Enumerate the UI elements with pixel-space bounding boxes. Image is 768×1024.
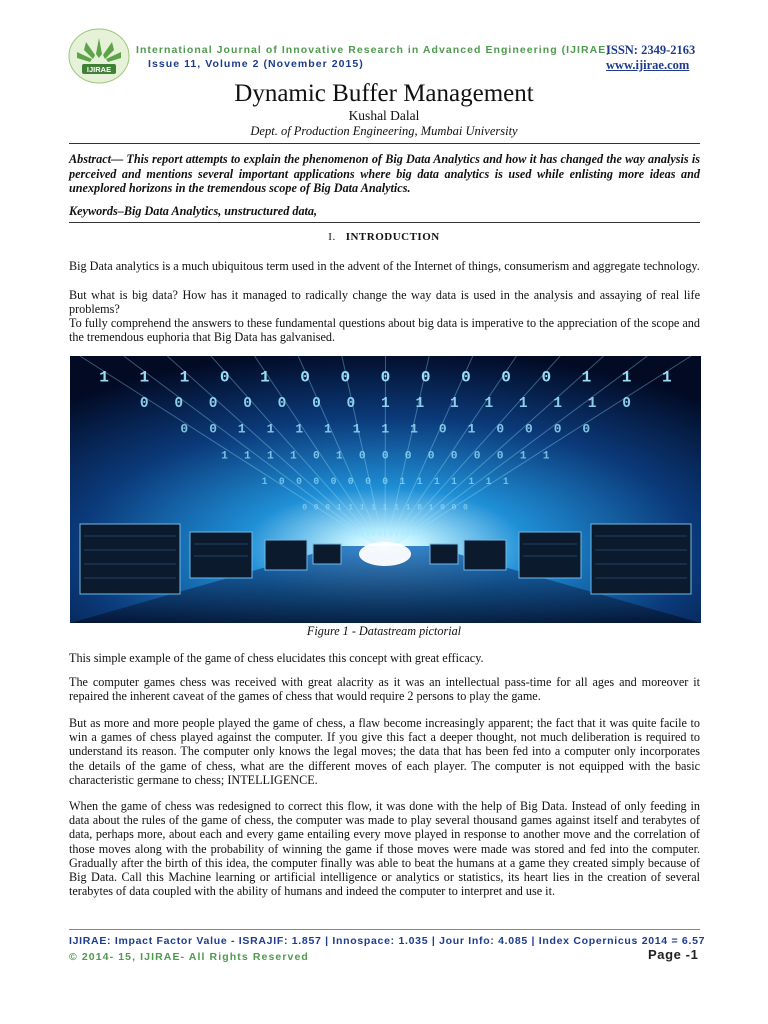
page-number: Page -1 (648, 947, 699, 962)
binary-digit: 0 (461, 368, 471, 387)
binary-digit: 0 (209, 421, 217, 437)
binary-digit: 0 (438, 421, 447, 437)
binary-digit: 1 (360, 530, 365, 538)
datastream-figure (70, 356, 701, 623)
body-paragraph-4: When the game of chess was redesigned to correct this flow, it was done with the help of Big Data. Instead of only feeding in data about the rules of the game of chess, the computer was made to play several thousand games against itself and terabytes of data, perhaps more, about each and every game entailing every move played in response to another move and the correlation of those moves along with the probability of winning the game if those moves were made was stored and fed into the computer. Gradually after the birth of this idea, the computer finally was able to beat the humans at a game they created simply because of Big Data. Call this Machine learning or artificial intelligence or analytics or statistics, its heart lies in the creation of several terabytes of data coupled with the ability of humans and indeed the computer to interpret and use it. (69, 799, 700, 899)
abstract-divider (69, 222, 700, 223)
binary-digit: 0 (383, 530, 388, 538)
binary-digit: 0 (139, 396, 149, 413)
binary-digit: 1 (267, 450, 274, 463)
binary-digit: 1 (290, 450, 297, 463)
binary-digit: 0 (427, 450, 435, 463)
binary-digit: 0 (473, 450, 481, 463)
binary-digit: 1 (502, 476, 509, 487)
binary-digit: 1 (399, 476, 406, 487)
copyright: © 2014- 15, IJIRAE- All Rights Reserved (69, 951, 309, 963)
binary-digit: 1 (324, 421, 332, 437)
binary-digit: 1 (336, 503, 342, 513)
binary-digit: 1 (553, 396, 563, 413)
binary-digit: 1 (405, 503, 411, 513)
binary-digit: 1 (449, 396, 459, 413)
binary-digit: 1 (519, 450, 527, 463)
binary-digit: 0 (622, 396, 631, 413)
paper-author: Kushal Dalal (348, 108, 420, 123)
section-heading (0, 231, 768, 243)
binary-digit: 0 (394, 530, 399, 538)
binary-digit: 0 (417, 530, 422, 538)
binary-digit: 1 (342, 530, 347, 538)
figure-caption: Figure 1 - Datastream pictorial (306, 624, 462, 638)
binary-digit: 0 (440, 503, 446, 513)
binary-digit: 0 (278, 476, 285, 487)
binary-digit: 1 (484, 396, 494, 413)
binary-digit: 0 (420, 368, 431, 387)
binary-digit: 1 (485, 476, 492, 487)
body-paragraph-1: This simple example of the game of chess elucidates this concept with great efficacy. (69, 651, 484, 665)
binary-digit: 1 (365, 530, 370, 538)
binary-digit: 1 (381, 421, 390, 437)
binary-digit: 0 (347, 476, 354, 487)
binary-digit: 0 (553, 421, 562, 437)
binary-digit: 0 (525, 421, 533, 437)
footer-divider (69, 929, 700, 930)
issn: ISSN: 2349-2163 (606, 43, 696, 57)
binary-digit: 1 (382, 503, 388, 513)
binary-digit: 1 (348, 503, 354, 513)
impact-factor-line: IJIRAE: Impact Factor Value - ISRAJIF: 1.857 | Innospace: 1.035 | Jour Info: 4.085 | Index Copernicus 2014 = 6.57 (69, 935, 706, 947)
binary-digit: 1 (451, 476, 458, 487)
binary-digit: 0 (302, 503, 308, 513)
binary-digit: 0 (313, 450, 320, 463)
binary-digit: 1 (179, 368, 190, 387)
binary-digit: 0 (382, 476, 389, 487)
binary-digit: 1 (428, 503, 434, 513)
binary-digit: 0 (365, 476, 371, 487)
binary-digit: 1 (468, 476, 475, 487)
binary-digit: 0 (450, 450, 458, 463)
binary-digit: 0 (411, 530, 416, 538)
author-affiliation: Dept. of Production Engineering, Mumbai University (250, 124, 518, 138)
binary-digit: 1 (348, 530, 353, 538)
binary-digit: 1 (295, 421, 304, 437)
journal-name: International Journal of Innovative Research in Advanced Engineering (IJIRAE) (136, 44, 611, 56)
binary-digit: 0 (371, 530, 376, 538)
binary-digit: 0 (313, 476, 320, 487)
binary-digit: 0 (340, 368, 351, 387)
binary-digit: 0 (208, 396, 218, 413)
binary-digit: 0 (501, 368, 511, 387)
binary-digit: 1 (377, 530, 382, 538)
binary-digit: 1 (352, 421, 361, 437)
binary-digit: 0 (380, 368, 391, 387)
binary-digit: 0 (388, 530, 393, 538)
binary-digit: 1 (354, 530, 359, 538)
binary-digit: 0 (463, 503, 468, 513)
binary-digit: 1 (335, 450, 343, 463)
binary-digit: 1 (542, 450, 550, 463)
binary-digit: 1 (139, 368, 150, 387)
binary-digit: 1 (467, 421, 476, 437)
binary-digit: 1 (423, 530, 428, 538)
binary-digit: 0 (312, 396, 321, 413)
binary-digit: 1 (221, 450, 228, 463)
binary-digit: 0 (404, 450, 412, 463)
binary-digit: 0 (496, 421, 505, 437)
binary-digit: 1 (99, 368, 109, 387)
binary-digit: 0 (243, 396, 252, 413)
binary-digit: 1 (661, 368, 672, 387)
keywords: Keywords–Big Data Analytics, unstructured data, (69, 204, 318, 218)
binary-digit: 1 (237, 421, 246, 437)
binary-digit: 0 (174, 396, 184, 413)
binary-digit: 0 (417, 503, 423, 513)
binary-digit: 0 (180, 421, 189, 437)
svg-text:IJIRAE: IJIRAE (86, 65, 112, 74)
binary-digit: 1 (260, 368, 270, 387)
intro-paragraph-2: But what is big data? How has it managed to radically change the way data is used in the analysis and assaying of real life problems? (69, 288, 700, 317)
binary-digit: 0 (296, 476, 303, 487)
binary-digit: 0 (300, 368, 310, 387)
binary-digit: 1 (394, 503, 400, 513)
binary-digit: 1 (410, 421, 418, 437)
binary-digit: 1 (244, 450, 251, 463)
intro-paragraph-3: To fully comprehend the answers to these fundamental questions about big data is imperative to the appreciation of the scope and the tremendous euphoria that Big Data has galvanised. (69, 316, 700, 345)
binary-digit: 1 (433, 476, 440, 487)
binary-digit: 0 (313, 503, 319, 513)
body-paragraph-3: But as more and more people played the game of chess, a flaw become increasingly apparent; the fact that it was quite facile to win a games of chess played against the computer. If you give this fact a deeper thought, not much deliberation is required to understand its reason. The computer only knows the legal moves; the data that has been fed into a computer only incorporates the details of the game of chess, what are the different moves of each player. The computer is not equipped with the basic characteristic germane to chess; INTELLIGENCE. (69, 716, 700, 787)
binary-digit: 1 (587, 396, 597, 413)
binary-digit: 0 (277, 396, 287, 413)
binary-digit: 0 (381, 450, 389, 463)
abstract: Abstract— This report attempts to explain the phenomenon of Big Data Analytics and how it has changed the way analysis is perceived and mentions several important applications where big data analytics is used while enlisting more ideas and unexplored horizons in the tremendous scope of Big Data Analytics. (69, 152, 700, 195)
binary-digit: 0 (541, 368, 552, 387)
journal-website-link[interactable]: www.ijirae.com (606, 58, 690, 72)
binary-digit: 0 (451, 503, 457, 513)
body-paragraph-2: The computer games chess was received with great alacrity as it was an intellectual pass-time for all ages and moreover it repaired the inherent caveat of the games of chess that would require 2 persons to play the game. (69, 675, 700, 704)
binary-digit: 0 (406, 530, 410, 538)
binary-digit: 0 (400, 530, 405, 538)
binary-digit: 1 (359, 503, 365, 513)
binary-digit: 0 (346, 396, 356, 413)
binary-digit: 0 (582, 421, 591, 437)
header-divider (69, 143, 700, 144)
section-number: I. (328, 231, 336, 243)
paper-title: Dynamic Buffer Management (234, 80, 534, 107)
binary-digit: 1 (266, 421, 275, 437)
binary-digit: 1 (581, 368, 592, 387)
binary-digit: 0 (496, 450, 504, 463)
intro-paragraph-1: Big Data analytics is a much ubiquitous term used in the advent of the Internet of things, consumerism and aggregate technology. (69, 259, 700, 273)
binary-digit: 1 (416, 476, 423, 487)
binary-digit: 1 (261, 476, 268, 487)
binary-digit: 0 (330, 476, 337, 487)
binary-digit: 1 (371, 503, 377, 513)
binary-digit: 0 (219, 368, 230, 387)
journal-logo (68, 28, 130, 84)
binary-digit: 1 (381, 396, 390, 413)
issue-info: Issue 11, Volume 2 (November 2015) (148, 58, 364, 70)
binary-digit: 0 (358, 450, 366, 463)
binary-digit: 1 (415, 396, 425, 413)
binary-digit: 1 (518, 396, 528, 413)
binary-digit: 0 (325, 503, 331, 513)
section-title: INTRODUCTION (345, 231, 440, 243)
binary-digit: 1 (621, 368, 632, 387)
